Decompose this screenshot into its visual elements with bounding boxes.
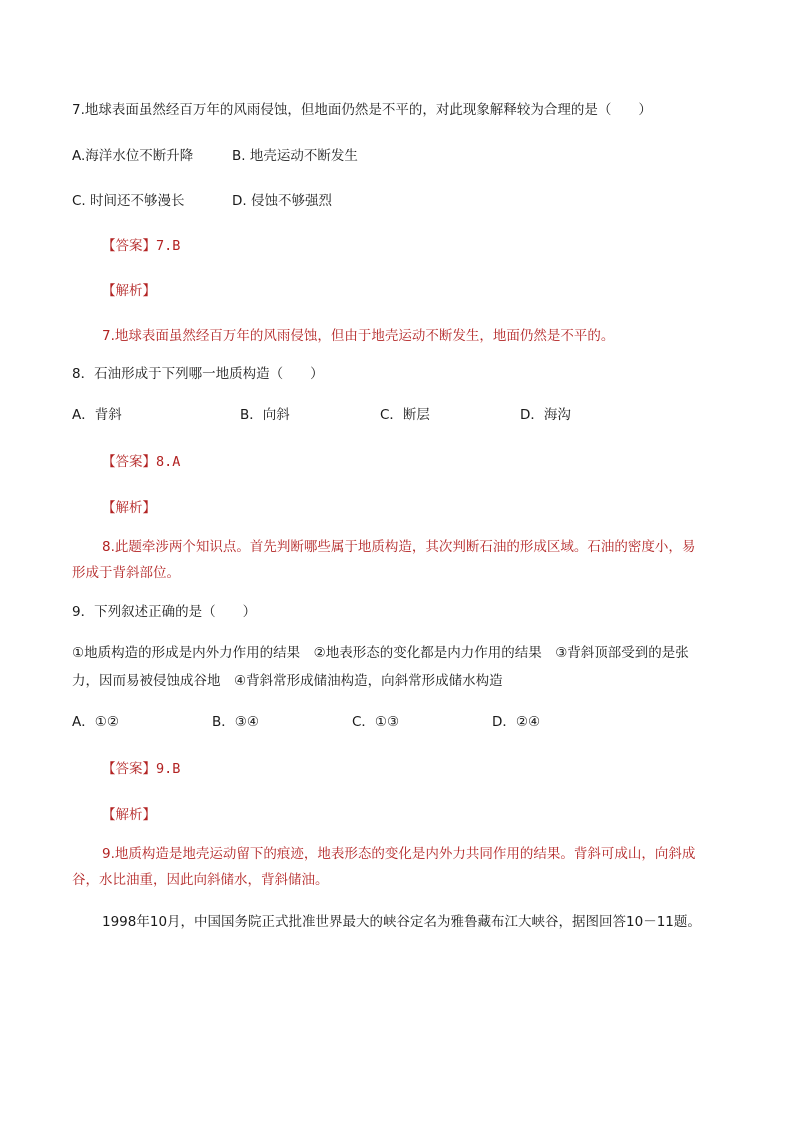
question-8-option-d: D．海沟 [520, 407, 571, 423]
question-8-analysis-tag: 【解析】 [102, 500, 156, 516]
question-9-option-c: C．①③ [352, 714, 400, 730]
question-7-option-a: A.海洋水位不断升降 [72, 148, 194, 164]
question-9-analysis-tag: 【解析】 [102, 807, 156, 823]
question-9-option-b: B．③④ [212, 714, 259, 730]
answer-value: 7.B [156, 238, 181, 254]
question-7-analysis-tag: 【解析】 [102, 283, 156, 299]
question-9-stem: 9．下列叙述正确的是（ ） [72, 604, 257, 620]
question-9-statements-line-2: 力，因而易被侵蚀成谷地 ④背斜常形成储油构造，向斜常形成储水构造 [72, 673, 503, 689]
question-8-option-a: A．背斜 [72, 407, 122, 423]
answer-tag: 【答案】 [102, 454, 156, 470]
question-8-answer [102, 452, 180, 472]
answer-tag: 【答案】 [102, 238, 156, 254]
question-7-stem: 7.地球表面虽然经百万年的风雨侵蚀，但地面仍然是不平的，对此现象解释较为合理的是（ ） [72, 102, 652, 118]
question-9-analysis-line-1: 9.地质构造是地壳运动留下的痕迹，地表形态的变化是内外力共同作用的结果。背斜可成山，向斜成 [102, 846, 696, 862]
question-7-option-b: B. 地壳运动不断发生 [232, 148, 358, 164]
question-8-analysis-line-1: 8.此题牵涉两个知识点。首先判断哪些属于地质构造，其次判断石油的形成区域。石油的密度小，易 [102, 539, 696, 555]
question-9-option-d: D．②④ [492, 714, 541, 730]
question-8-option-c: C．断层 [380, 407, 430, 423]
question-9-statements-line-1: ①地质构造的形成是内外力作用的结果 ②地表形态的变化都是内力作用的结果 ③背斜顶部受到的是张 [72, 645, 689, 661]
question-8-analysis-line-2: 形成于背斜部位。 [72, 565, 180, 581]
question-7-option-c: C. 时间还不够漫长 [72, 193, 185, 209]
question-8-stem: 8．石油形成于下列哪一地质构造（ ） [72, 366, 324, 382]
question-9-answer [102, 759, 180, 779]
question-9-option-a: A．①② [72, 714, 119, 730]
answer-tag: 【答案】 [102, 761, 156, 777]
answer-value: 9.B [156, 761, 181, 777]
question-7-analysis: 7.地球表面虽然经百万年的风雨侵蚀，但由于地壳运动不断发生，地面仍然是不平的。 [102, 328, 615, 344]
question-7-answer [102, 236, 180, 256]
question-7-option-d: D. 侵蚀不够强烈 [232, 193, 332, 209]
question-9-analysis-line-2: 谷，水比油重，因此向斜储水，背斜储油。 [72, 872, 329, 888]
answer-value: 8.A [156, 454, 181, 470]
question-8-option-b: B．向斜 [240, 407, 290, 423]
question-10-11-intro: 1998年10月，中国国务院正式批准世界最大的峡谷定名为雅鲁藏布江大峡谷，据图回答10－11题。 [102, 914, 701, 930]
